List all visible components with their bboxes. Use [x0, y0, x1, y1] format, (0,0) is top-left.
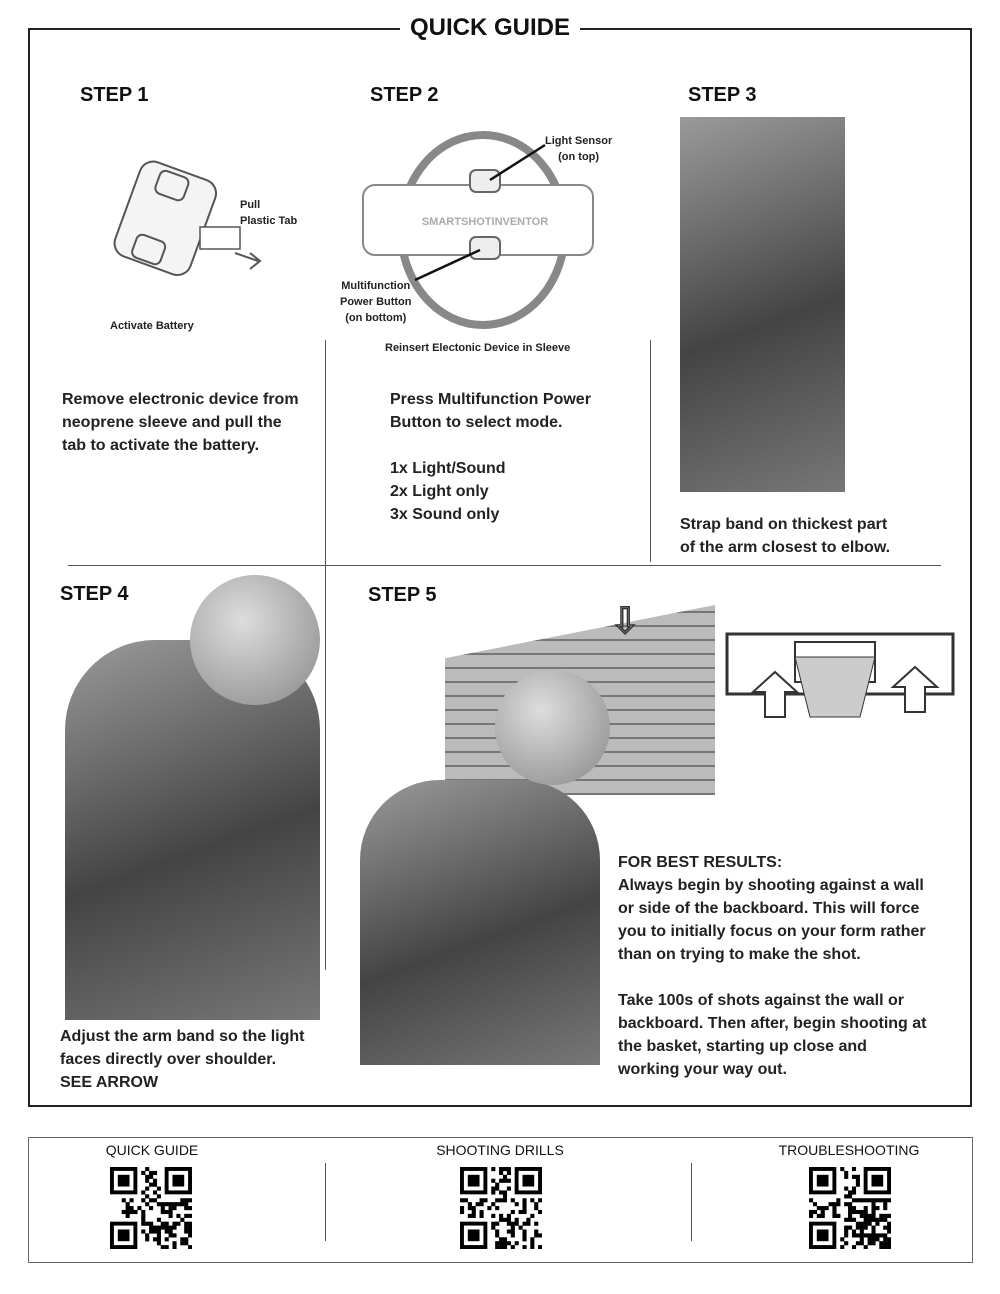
qr-label-shooting-drills: SHOOTING DRILLS [436, 1142, 564, 1158]
power-button-label: Multifunction Power Button (on bottom) [340, 280, 412, 324]
backboard-hoop-image [725, 632, 955, 722]
step4-heading: STEP 4 [60, 583, 129, 605]
divider [325, 340, 326, 970]
down-arrow-icon: ⇩ [610, 600, 641, 641]
divider [68, 565, 941, 566]
page-title: QUICK GUIDE [400, 14, 580, 42]
step3-heading: STEP 3 [688, 84, 757, 106]
light-sensor-label: Light Sensor (on top) [545, 135, 613, 163]
basketball-image [495, 670, 610, 785]
activate-battery-caption: Activate Battery [110, 320, 194, 332]
basketball-image [190, 575, 320, 705]
divider [650, 340, 651, 562]
divider [325, 1163, 326, 1241]
qr-code-quick-guide[interactable] [110, 1167, 192, 1249]
arm-band-photo [680, 117, 845, 492]
qr-label-troubleshooting: TROUBLESHOOTING [778, 1142, 920, 1158]
step5-heading: STEP 5 [368, 584, 437, 606]
step4-text: Adjust the arm band so the light faces directly over shoulder. SEE ARROW [60, 1028, 305, 1091]
step1-heading: STEP 1 [80, 84, 149, 106]
qr-code-shooting-drills[interactable] [460, 1167, 542, 1249]
step2-heading: STEP 2 [370, 84, 439, 106]
step5-text: FOR BEST RESULTS: Always begin by shooting against a wall or side of the backboard. This will force you to initially focus on your form rather than on trying to make the shot. Take 100s of shots against the wall or backboard. Then after, begin shooting at the basket, starting up close and working your way out. [618, 854, 927, 1078]
qr-code-troubleshooting[interactable] [809, 1167, 891, 1249]
step1-text: Remove electronic device from neoprene sleeve and pull the tab to activate the battery. [62, 391, 299, 454]
step2-text: Press Multifunction Power Button to select mode. 1x Light/Sound 2x Light only 3x Sound only [390, 391, 591, 523]
divider [691, 1163, 692, 1241]
pull-tab-label: Pull Plastic Tab [240, 199, 298, 227]
qr-label-quick-guide: QUICK GUIDE [105, 1142, 199, 1158]
smartshot-logo: SMARTSHOTINVENTOR [421, 216, 549, 228]
shooter-wall-photo [360, 780, 600, 1065]
reinsert-caption: Reinsert Electonic Device in Sleeve [385, 342, 571, 354]
step3-text: Strap band on thickest part of the arm closest to elbow. [680, 516, 891, 556]
